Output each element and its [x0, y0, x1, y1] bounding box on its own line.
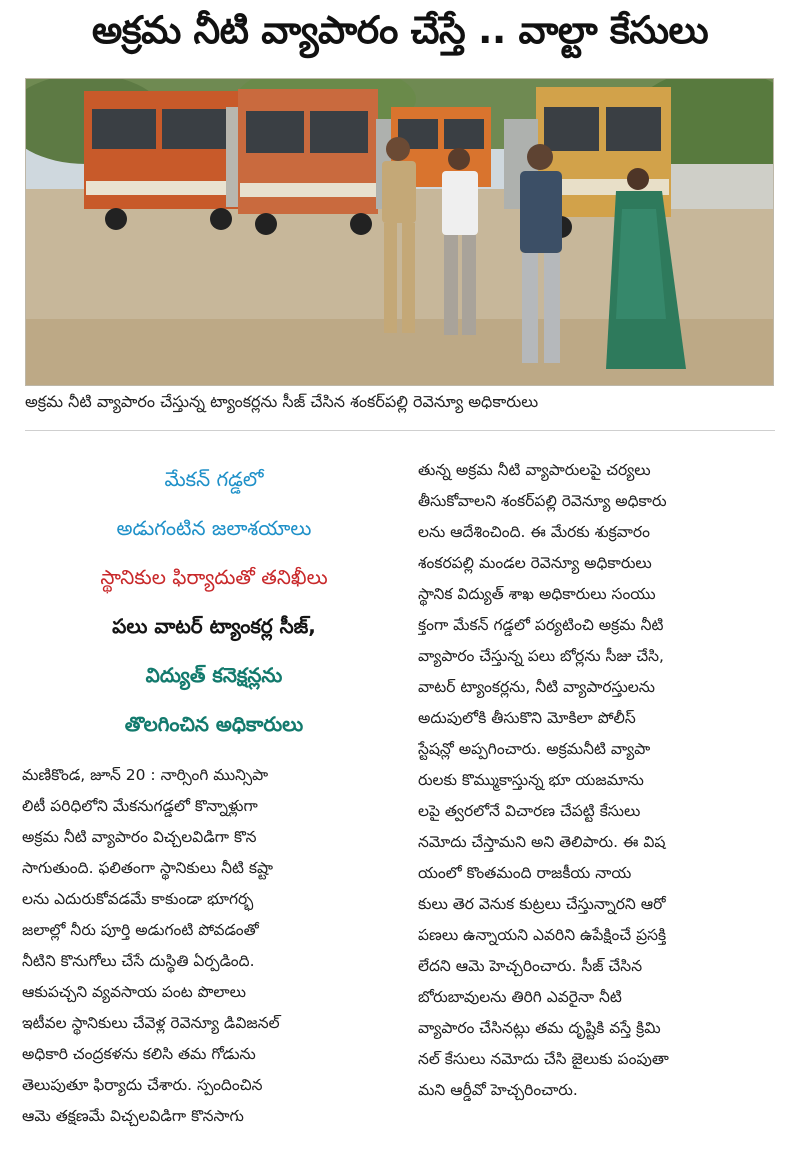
body-line: స్థానిక విద్యుత్ శాఖ అధికారులు సంయు [418, 585, 656, 603]
body-line: ఆమె తక్షణమే విచ్చలవిడిగా కొనసాగు [22, 1107, 244, 1125]
body-line: శంకరపల్లి మండల రెవెన్యూ అధికారులు [418, 554, 652, 572]
body-line: జలాల్లో నీరు పూర్తి అడుగంటి పోవడంతో [22, 921, 259, 939]
article-column-right [418, 455, 780, 1106]
body-line: వ్యాపారం చేసినట్లు తమ దృష్టికి వస్తే క్రిమి [418, 1019, 661, 1037]
body-line: నల్ కేసులు నమోదు చేసి జైలుకు పంపుతా [418, 1050, 669, 1068]
deck-line-5: విద్యుత్ కనెక్షన్లను [145, 663, 283, 687]
body-line: వ్యాపారం చేస్తున్న పలు బోర్లను సీజు చేసి, [418, 647, 664, 665]
section-divider [25, 430, 775, 431]
body-line: ఇటీవల స్థానికులు చేవెళ్ల రెవెన్యూ డివిజనల్ [22, 1014, 280, 1032]
body-line: ఆకుపచ్చని వ్యవసాయ పంట పొలాలు [22, 983, 246, 1001]
body-line: అధికారి చంద్రకళను కలిసి తమ గోడును [22, 1045, 256, 1063]
headline: అక్రమ నీటి వ్యాపారం చేస్తే .. వాల్టా కేసులు [91, 8, 709, 52]
body-line: తీసుకోవాలని శంకర్‌పల్లి రెవెన్యూ అధికారు [418, 492, 667, 510]
body-line: నమోదు చేస్తామని అని తెలిపారు. ఈ విష [418, 833, 666, 851]
body-line: యంలో కొంతమంది రాజకీయ నాయ [418, 864, 632, 882]
body-line: లను ఆదేశించింది. ఈ మేరకు శుక్రవారం [418, 523, 650, 541]
body-line: అదుపులోకి తీసుకొని మోకిలా పోలీస్ [418, 709, 636, 727]
photo-caption: అక్రమ నీటి వ్యాపారం చేస్తున్న ట్యాంకర్లను సీజ్ చేసిన శంకర్‌పల్లి రెవెన్యూ అధికారులు [25, 392, 539, 411]
body-line: రులకు కొమ్ముకాస్తున్న భూ యజమాను [418, 771, 644, 789]
article-column-left [22, 760, 404, 1132]
deck-line-6: తొలగించిన అధికారులు [124, 712, 304, 736]
body-line: తున్న అక్రమ నీటి వ్యాపారులపై చర్యలు [418, 461, 651, 479]
subheading-deck [25, 455, 403, 749]
body-line: వాటర్ ట్యాంకర్లను, నీటి వ్యాపారస్తులను [418, 678, 656, 696]
body-line: బోరుబావులను తిరిగి ఎవరైనా నీటి [418, 988, 622, 1006]
deck-line-4: పలు వాటర్ ట్యాంకర్ల సీజ్, [112, 614, 316, 638]
body-line: నీటిని కొనుగోలు చేసే దుస్థితి ఏర్పడింది. [22, 952, 255, 970]
body-line: స్టేషన్లో అప్పగించారు. అక్రమనీటి వ్యాపా [418, 740, 651, 758]
body-line: లిటీ పరిధిలోని మేకనుగడ్డలో కొన్నాళ్లుగా [22, 797, 258, 815]
body-line: అక్రమ నీటి వ్యాపారం విచ్చలవిడిగా కొన [22, 828, 257, 846]
body-line: లేదని ఆమె హెచ్చరించారు. సీజ్ చేసిన [418, 957, 643, 975]
body-line: లపై త్వరలోనే విచారణ చేపట్టి కేసులు [418, 802, 641, 820]
body-line: పణలు ఉన్నాయని ఎవరిని ఉపేక్షించే ప్రసక్తి [418, 926, 667, 944]
body-line: క్తంగా మేకన్ గడ్డలో పర్యటించి అక్రమ నీటి [418, 616, 664, 634]
deck-line-3: స్థానికుల ఫిర్యాదుతో తనిఖీలు [100, 565, 328, 589]
body-line: కులు తెర వెనుక కుట్రలు చేస్తున్నారని ఆరో [418, 895, 666, 913]
deck-line-1: మేకన్ గడ్డలో [164, 467, 264, 491]
body-line: సాగుతుంది. ఫలితంగా స్థానికులు నీటి కష్టా [22, 859, 273, 877]
news-photo [25, 78, 774, 386]
deck-line-2: అడుగంటిన జలాశయాలు [116, 516, 312, 540]
body-line: మని ఆర్డీవో హెచ్చరించారు. [418, 1081, 578, 1099]
body-line: లను ఎదురుకోవడమే కాకుండా భూగర్భ [22, 890, 254, 908]
body-line: మణికొండ, జూన్ 20 : నార్సింగి మున్సిపా [22, 766, 269, 784]
body-line: తెలుపుతూ ఫిర్యాదు చేశారు. స్పందించిన [22, 1076, 263, 1094]
